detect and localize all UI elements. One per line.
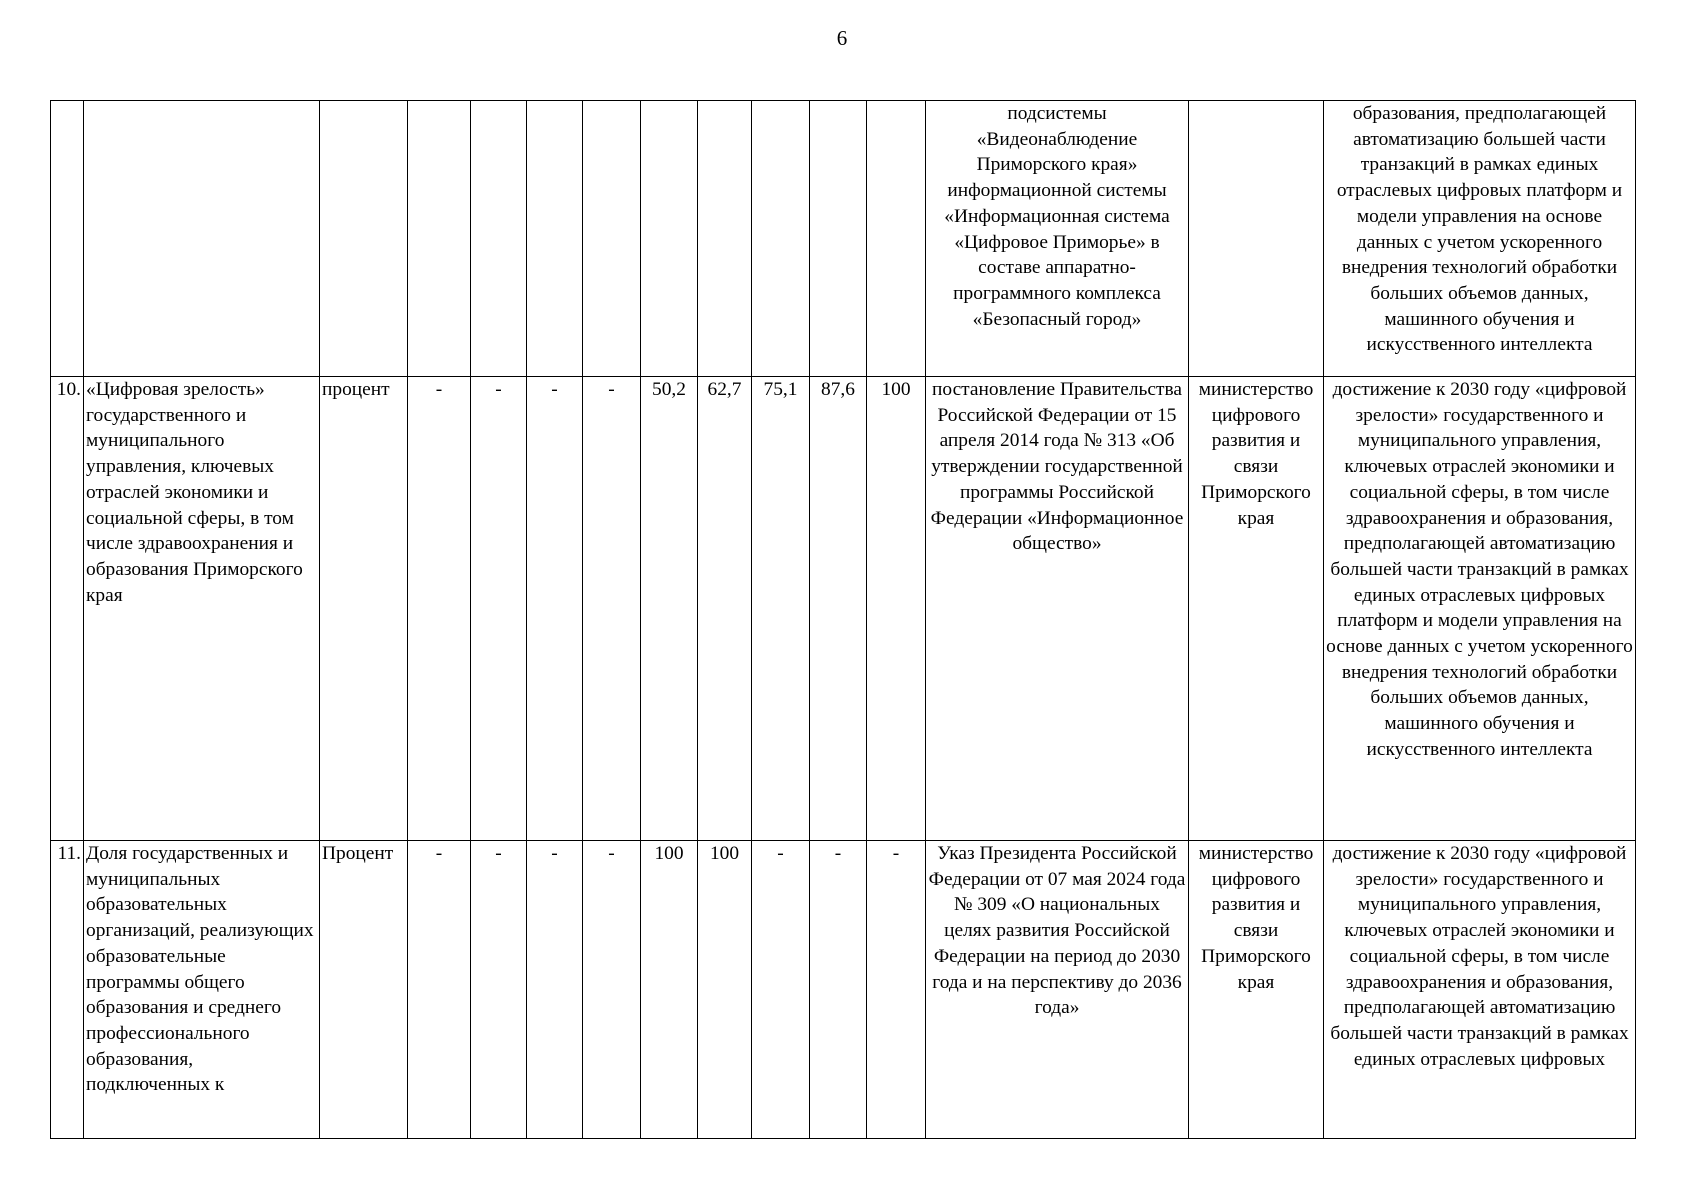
value-cell — [471, 101, 527, 377]
value-cell — [698, 101, 752, 377]
table-row — [51, 841, 1636, 1139]
basis-document: постановление Правительства Российской Федерации от 15 апреля 2014 года № 313 «Об утверждении государственной программы Российской Федерации «Информационное общество» — [926, 377, 1189, 841]
responsible-body — [1189, 101, 1324, 377]
page-number: 6 — [836, 26, 848, 50]
value-cell — [527, 101, 583, 377]
value-cell: - — [867, 841, 926, 1139]
indicator-name — [84, 101, 320, 377]
basis-document: Указ Президента Российской Федерации от 07 мая 2024 года № 309 «О национальных целях развития Российской Федерации на период до 2030 года и на перспективу до 2036 года» — [926, 841, 1189, 1139]
value-cell: - — [527, 377, 583, 841]
value-cell: 50,2 — [641, 377, 698, 841]
unit-cell: процент — [320, 377, 408, 841]
value-cell: - — [752, 841, 810, 1139]
value-cell: 62,7 — [698, 377, 752, 841]
value-cell: - — [583, 377, 641, 841]
unit-cell — [320, 101, 408, 377]
responsible-body: министерство цифрового развития и связи Приморского края — [1189, 841, 1324, 1139]
value-cell — [867, 101, 926, 377]
unit-cell: Процент — [320, 841, 408, 1139]
row-number: 10. — [51, 377, 84, 841]
value-cell: 100 — [867, 377, 926, 841]
table-row — [51, 101, 1636, 377]
value-cell — [641, 101, 698, 377]
value-cell: 75,1 — [752, 377, 810, 841]
expected-result: образования, предполагающей автоматизацию большей части транзакций в рамках единых отраслевых цифровых платформ и модели управления на основе данных с учетом ускоренного внедрения технологий обработки больших объемов данных, машинного обучения и искусственного интеллекта — [1324, 101, 1636, 377]
value-cell — [752, 101, 810, 377]
indicators-table — [50, 100, 1636, 1139]
value-cell: 100 — [641, 841, 698, 1139]
value-cell: 100 — [698, 841, 752, 1139]
expected-result: достижение к 2030 году «цифровой зрелости» государственного и муниципального управления, ключевых отраслей экономики и социальной сферы, в том числе здравоохранения и образования, предполагающей автоматизацию большей части транзакций в рамках единых отраслевых цифровых платформ и модели управления на основе данных с учетом ускоренного внедрения технологий обработки больших объемов данных, машинного обучения и искусственного интеллекта — [1324, 377, 1636, 841]
value-cell — [408, 101, 471, 377]
value-cell: - — [471, 841, 527, 1139]
row-number: 11. — [51, 841, 84, 1139]
row-number — [51, 101, 84, 377]
value-cell: 87,6 — [810, 377, 867, 841]
responsible-body: министерство цифрового развития и связи Приморского края — [1189, 377, 1324, 841]
value-cell: - — [527, 841, 583, 1139]
value-cell: - — [810, 841, 867, 1139]
value-cell — [810, 101, 867, 377]
indicator-name: «Цифровая зрелость» государственного и муниципального управления, ключевых отраслей экономики и социальной сферы, в том числе здравоохранения и образования Приморского края — [84, 377, 320, 841]
value-cell: - — [408, 377, 471, 841]
basis-document: подсистемы «Видеонаблюдение Приморского края» информационной системы «Информационная система «Цифровое Приморье» в составе аппаратно-программного комплекса «Безопасный город» — [926, 101, 1189, 377]
table-row — [51, 377, 1636, 841]
indicator-name: Доля государственных и муниципальных образовательных организаций, реализующих образовательные программы общего образования и среднего профессионального образования, подключенных к — [84, 841, 320, 1139]
value-cell: - — [408, 841, 471, 1139]
value-cell: - — [471, 377, 527, 841]
expected-result: достижение к 2030 году «цифровой зрелости» государственного и муниципального управления, ключевых отраслей экономики и социальной сферы, в том числе здравоохранения и образования, предполагающей автоматизацию большей части транзакций в рамках единых отраслевых цифровых — [1324, 841, 1636, 1139]
value-cell: - — [583, 841, 641, 1139]
value-cell — [583, 101, 641, 377]
